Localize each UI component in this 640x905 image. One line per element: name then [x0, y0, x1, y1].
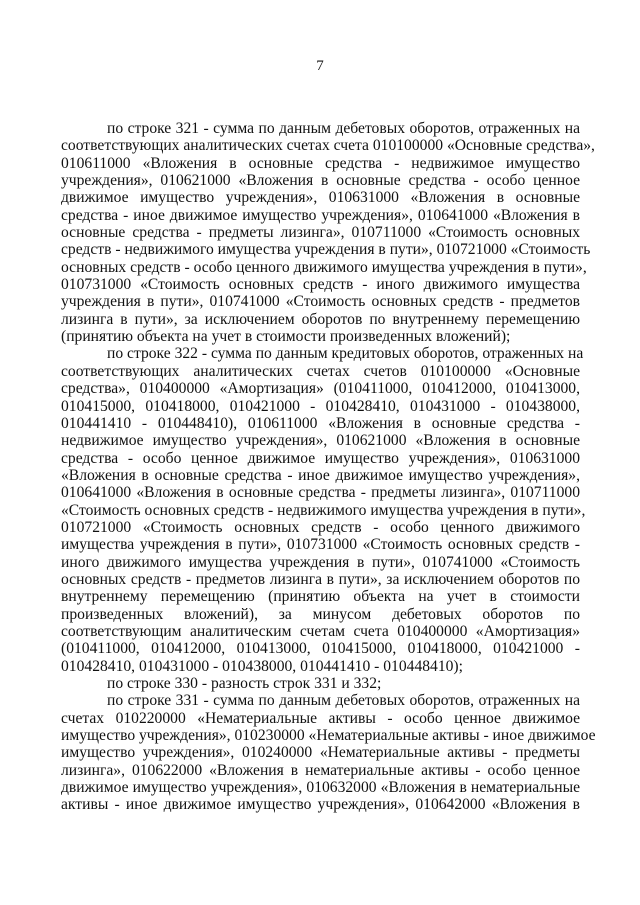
- text-line: средства - особо ценное движимое имущество учреждения», 010631000: [61, 449, 580, 467]
- text-line: 010441410 - 010448410), 010611000 «Вложения в основные средства -: [61, 414, 580, 432]
- text-line: имущество учреждения», 010230000 «Нематериальные активы - иное движимое: [61, 727, 596, 745]
- text-line: иного движимого имущества учреждения в пути», 010741000 «Стоимость: [61, 553, 580, 571]
- text-line: учреждения в пути», 010741000 «Стоимость основных средств - предметов: [61, 293, 580, 311]
- text-line: соответствующих аналитических счетах счета 010100000 «Основные средства»,: [61, 137, 595, 155]
- text-line: произведенных вложений), за минусом дебетовых оборотов по: [61, 605, 580, 623]
- text-line: имущество учреждения», 010240000 «Нематериальные активы - предметы: [61, 744, 580, 762]
- page-number: 7: [316, 58, 324, 74]
- text-line: средства», 010400000 «Амортизация» (010411000, 010412000, 010413000,: [61, 380, 580, 398]
- text-line: «Вложения в основные средства - иное движимое имущество учреждения»,: [61, 466, 580, 484]
- text-line: средства - иное движимое имущество учреждения», 010641000 «Вложения в: [61, 206, 580, 224]
- text-line: 010611000 «Вложения в основные средства - недвижимое имущество: [61, 154, 580, 172]
- text-line: движимое имущество учреждения», 010632000 «Вложения в нематериальные: [61, 779, 580, 797]
- text-line: движимое имущество учреждения», 010631000 «Вложения в основные: [61, 189, 580, 207]
- text-line: 010415000, 010418000, 010421000 - 010428410, 010431000 - 010438000,: [61, 397, 580, 415]
- text-line: счетах 010220000 «Нематериальные активы - особо ценное движимое: [61, 709, 580, 727]
- text-line: 010731000 «Стоимость основных средств - иного движимого имущества: [61, 276, 580, 294]
- text-line: (принятию объекта на учет в стоимости произведенных вложений);: [61, 328, 511, 346]
- text-line: лизинга в пути», за исключением оборотов по внутреннему перемещению: [61, 310, 580, 328]
- text-line: по строке 331 - сумма по данным дебетовых оборотов, отраженных на: [107, 692, 580, 710]
- text-line: имущества учреждения в пути», 010731000 «Стоимость основных средств -: [61, 536, 580, 554]
- text-line: основные средства - предметы лизинга», 010711000 «Стоимость основных: [61, 224, 580, 242]
- text-line: активы - иное движимое имущество учреждения», 010642000 «Вложения в: [61, 796, 580, 814]
- text-line: «Стоимость основных средств - недвижимого имущества учреждения в пути»,: [61, 501, 586, 519]
- text-line: по строке 330 - разность строк 331 и 332;: [107, 675, 382, 692]
- text-line: основных средств - особо ценного движимого имущества учреждения в пути»,: [61, 258, 587, 276]
- text-line: по строке 321 - сумма по данным дебетовых оборотов, отраженных на: [107, 120, 580, 137]
- text-line: 010721000 «Стоимость основных средств - особо ценного движимого: [61, 518, 580, 536]
- text-line: 010428410, 010431000 - 010438000, 010441410 - 010448410);: [61, 657, 463, 675]
- text-line: соответствующим аналитическим счетам счета 010400000 «Амортизация»: [61, 622, 580, 640]
- text-line: недвижимое имущество учреждения», 010621000 «Вложения в основные: [61, 432, 580, 450]
- text-line: учреждения», 010621000 «Вложения в основные средства - особо ценное: [61, 172, 580, 190]
- text-line: (010411000, 010412000, 010413000, 010415000, 010418000, 010421000 -: [61, 640, 580, 658]
- text-line: лизинга», 010622000 «Вложения в нематериальные активы - особо ценное: [61, 761, 580, 779]
- text-line: по строке 322 - сумма по данным кредитовых оборотов, отраженных на: [107, 345, 584, 363]
- text-line: 010641000 «Вложения в основные средства - предметы лизинга», 010711000: [61, 484, 580, 502]
- text-line: внутреннему перемещению (принятию объекта на учет в стоимости: [61, 588, 580, 606]
- text-line: средств - недвижимого имущества учреждения в пути», 010721000 «Стоимость: [61, 241, 591, 259]
- text-line: основных средств - предметов лизинга в пути», за исключением оборотов по: [61, 570, 580, 588]
- document-body: [61, 120, 596, 814]
- text-line: соответствующих аналитических счетах счетов 010100000 «Основные: [61, 362, 580, 380]
